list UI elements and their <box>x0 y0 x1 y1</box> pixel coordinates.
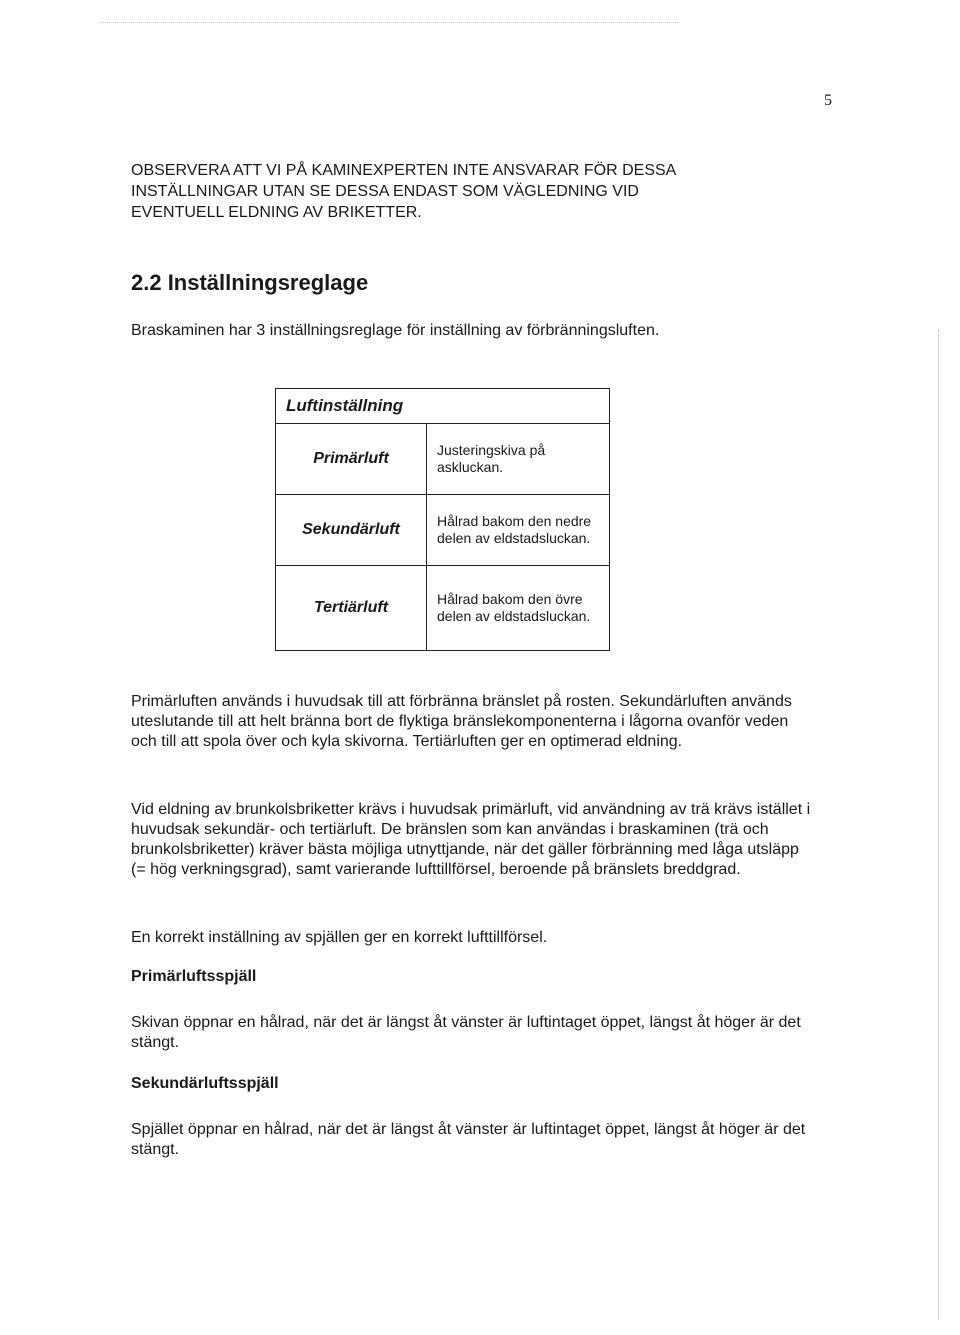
notice-line: INSTÄLLNINGAR UTAN SE DESSA ENDAST SOM VÄGLEDNING VID <box>131 183 639 200</box>
row-label-secondary: Sekundärluft <box>276 495 427 566</box>
paragraph-air-usage: Primärluften används i huvudsak till att förbränna bränslet på rosten. Sekundärluften används uteslutande till att helt bränna bort de flyktiga bränslekomponenterna i lågorna ovanför veden och till att spola över och kyla skivorna. Tertiärluften ger en optimerad eldning. <box>131 693 792 750</box>
notice-block <box>131 160 811 223</box>
scan-artifact-dots <box>100 22 680 23</box>
row-label-tertiary: Tertiärluft <box>276 566 427 651</box>
paragraph-fuel: Vid eldning av brunkolsbriketter krävs i huvudsak primärluft, vid användning av trä krävs istället i huvudsak sekundär- och tertiärluft. De bränslen som kan användas i braskaminen (trä och brunkolsbriketter) kräver bästa möjliga utnyttjande, när det gäller förbränning med låga utsläpp (= hög verkningsgrad), samt varierande lufttillförsel, beroende på bränslets breddgrad. <box>131 801 811 878</box>
row-label-primary: Primärluft <box>276 424 427 495</box>
notice-line: EVENTUELL ELDNING AV BRIKETTER. <box>131 204 422 221</box>
subheading-primary-damper: Primärluftsspjäll <box>131 968 257 985</box>
page-number: 5 <box>824 92 832 109</box>
intro-paragraph: Braskaminen har 3 inställningsreglage för inställning av förbränningsluften. <box>131 322 660 339</box>
row-desc-tertiary: Hålrad bakom den övre delen av eldstadsluckan. <box>427 566 610 651</box>
section-heading: 2.2 Inställningsreglage <box>131 270 369 295</box>
table-header: Luftinställning <box>276 389 610 424</box>
notice-line: OBSERVERA ATT VI PÅ KAMINEXPERTEN INTE ANSVARAR FÖR DESSA <box>131 162 677 179</box>
row-desc-secondary: Hålrad bakom den nedre delen av eldstadsluckan. <box>427 495 610 566</box>
paragraph-primary-damper: Skivan öppnar en hålrad, när det är längst åt vänster är luftintaget öppet, längst åt höger är det stängt. <box>131 1014 801 1051</box>
paragraph-secondary-damper: Spjället öppnar en hålrad, när det är längst åt vänster är luftintaget öppet, längst åt höger är det stängt. <box>131 1121 806 1158</box>
scan-margin-line <box>938 330 939 1320</box>
row-desc-primary: Justeringskiva på askluckan. <box>427 424 610 495</box>
subheading-secondary-damper: Sekundärluftsspjäll <box>131 1075 279 1092</box>
paragraph-correct-setting: En korrekt inställning av spjällen ger en korrekt lufttillförsel. <box>131 929 548 946</box>
table-header-row <box>276 389 610 424</box>
air-settings-table <box>275 388 610 651</box>
table-row <box>276 495 610 566</box>
table-row <box>276 424 610 495</box>
table-row <box>276 566 610 651</box>
